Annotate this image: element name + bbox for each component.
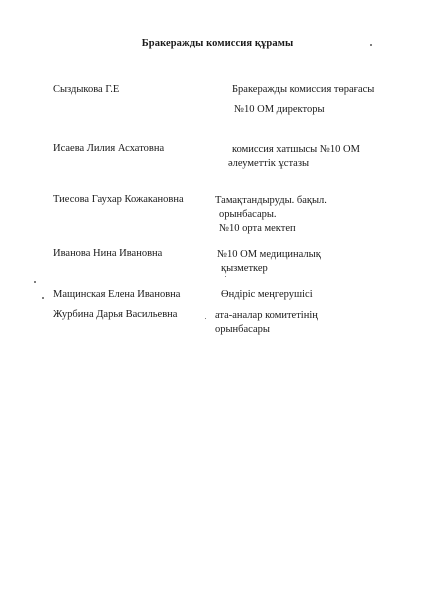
member-role-line: орынбасары [215,324,270,335]
document-title: Бракеражды комиссия құрамы [141,38,294,49]
scan-speck [205,318,206,319]
scan-speck [42,297,44,299]
member-name: Исаева Лилия Асхатовна [53,143,165,154]
member-name: Сыздыкова Г.Е [53,84,120,95]
member-role-line: қызметкер [221,263,268,274]
scan-speck [225,276,226,277]
member-role-line: Тамақтандыруды. бақыл. [215,195,327,206]
member-name: Мащинская Елена Ивановна [53,289,181,300]
member-name: Тиесова Гаухар Кожакановна [53,194,184,205]
member-role-line: Бракеражды комиссия төрағасы [232,84,375,95]
member-name: Иванова Нина Ивановна [53,248,163,259]
member-role-line: орынбасары. [219,209,277,220]
scan-speck [34,281,36,283]
member-role-line: №10 орта мектеп [219,223,296,234]
member-role-line: Өндіріс меңгерушісі [221,289,313,300]
scan-speck [370,44,372,46]
member-role-line: ата-аналар комитетінің [215,310,318,321]
member-role-line: әлеуметтік ұстазы [228,158,310,169]
member-role-line: №10 ОМ медициналық [217,249,321,260]
member-name: Журбина Дарья Васильевна [53,309,178,320]
member-role-line: №10 ОМ директоры [234,104,325,115]
member-role-line: комиссия хатшысы №10 ОМ [232,144,360,155]
